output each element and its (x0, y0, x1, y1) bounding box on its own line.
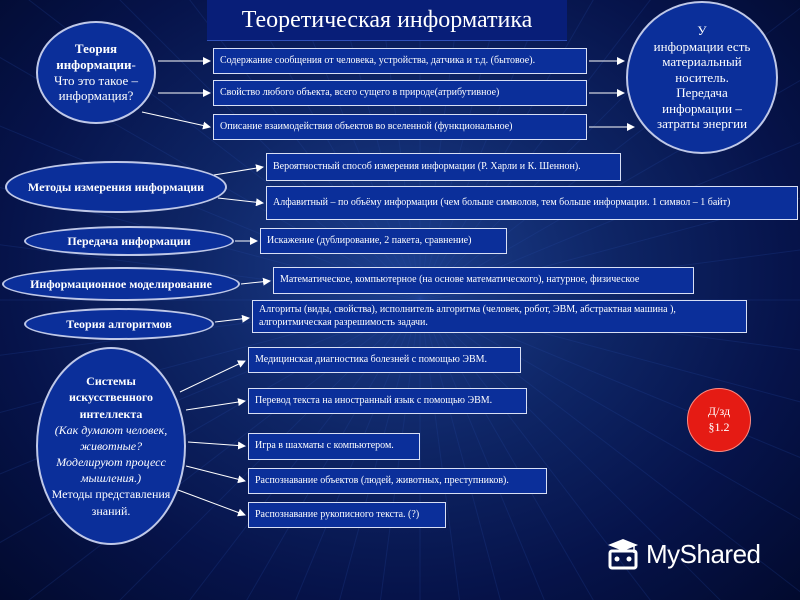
carrier-line-7: затраты энергии (656, 116, 748, 132)
ai-box-translation: Перевод текста на иностранный язык с помощью ЭВМ. (248, 388, 527, 414)
modeling-box: Математическое, компьютерное (на основе математического), натурное, физическое (273, 267, 694, 294)
ai-box-chess: Игра в шахматы с компьютером. (248, 433, 420, 460)
ai-line-3: интеллекта (79, 406, 143, 421)
transmission-box: Искажение (дублирование, 2 пакета, сравнение) (260, 228, 507, 254)
arrow-ai-to-chess (188, 442, 245, 446)
ai-line-5: животные? (79, 438, 143, 453)
ai-box-handwriting: Распознавание рукописного текста. (?) (248, 502, 446, 528)
theory-line-4: информация? (58, 88, 134, 104)
logo-text: MyShared (646, 538, 761, 569)
carrier-line-1: У (697, 22, 707, 38)
carrier-line-6: информации – (662, 100, 742, 116)
carrier-line-4: носитель. (675, 69, 729, 85)
definition-box-everyday: Содержание сообщения от человека, устройства, датчика и т.д. (бытовое). (213, 48, 587, 74)
arrow-modeling-to-types (241, 281, 270, 284)
ai-line-6: Моделируют процесс (56, 455, 166, 470)
carrier-line-3: материальный (662, 54, 742, 70)
theory-line-3: Что это такое – (54, 72, 138, 88)
homework-line-1: Д/зд (707, 404, 731, 419)
page-title: Теоретическая информатика (207, 0, 567, 41)
ai-box-medical: Медицинская диагностика болезней с помощью ЭВМ. (248, 347, 521, 373)
modeling-oval: Информационное моделирование (2, 267, 240, 301)
carrier-line-2: информации есть (653, 38, 751, 54)
carrier-line-5: Передача (676, 85, 728, 101)
measurement-box-probabilistic: Вероятностный способ измерения информации (Р. Харли и К. Шеннон). (266, 153, 621, 181)
homework-line-2: §1.2 (708, 420, 730, 434)
ai-line-1: Системы (86, 374, 136, 389)
myshared-logo (606, 534, 761, 574)
ai-line-9: знаний. (91, 503, 131, 518)
ai-line-4: (Как думают человек, (54, 422, 168, 437)
algorithms-oval: Теория алгоритмов (24, 308, 214, 340)
algorithms-box-line-2: алгоритмическая разрешимость задачи. (259, 316, 428, 328)
arrow-ai-to-translation (186, 401, 245, 410)
measurement-box-alphabetic: Алфавитный – по объёму информации (чем больше символов, тем больше информации. 1 символ – 1 байт) (266, 186, 798, 220)
ai-box-objects: Распознавание объектов (людей, животных, преступников). (248, 468, 547, 494)
arrow-measurement-to-probabilistic (214, 167, 263, 175)
measurement-oval: Методы измерения информации (5, 161, 227, 213)
arrow-theory-to-functional (142, 112, 210, 127)
ai-line-7: мышления.) (80, 471, 142, 486)
theory-line-2: информации (56, 56, 132, 72)
definition-box-functional: Описание взаимодействия объектов во вселенной (функциональное) (213, 114, 587, 140)
arrow-algorithms-to-item (215, 318, 249, 322)
arrow-measurement-to-alphabetic (218, 198, 263, 203)
theory-line-1: Теория (74, 41, 118, 57)
algorithms-box-line-1: Алгориты (виды, свойства), исполнитель алгоритма (человек, робот, ЭВМ, абстрактная машина ), (259, 304, 676, 315)
definition-box-attributive: Свойство любого объекта, всего сущего в природе(атрибутивное) (213, 80, 587, 106)
transmission-oval: Передача информации (24, 226, 234, 256)
ai-line-8: Методы представления (51, 487, 171, 502)
arrow-ai-to-medical (180, 361, 245, 392)
arrow-ai-to-objects (186, 466, 245, 481)
arrow-ai-to-handwriting (178, 490, 245, 515)
theory-line-2-tail: - (131, 56, 136, 72)
mortarboard-screen-icon (606, 536, 640, 572)
ai-line-2: искусственного (69, 390, 153, 405)
